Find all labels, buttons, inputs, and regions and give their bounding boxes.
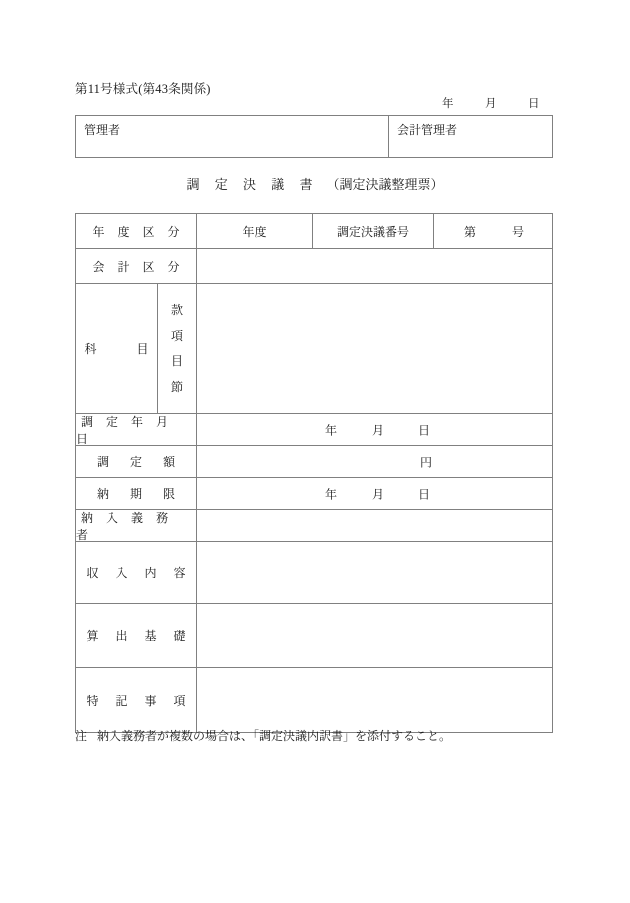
row-label-account-item	[76, 284, 157, 413]
fiscal-year-text: 年度	[242, 224, 267, 239]
row-value-revenue-details[interactable]	[197, 542, 552, 603]
table-row-payment-deadline	[76, 478, 552, 510]
form-number: 第11号様式(第43条関係)	[75, 82, 211, 96]
row-label-revenue-details: 収 入 内 容	[76, 542, 197, 603]
accounting-manager-label: 会計管理者	[397, 123, 458, 137]
footer-note	[75, 727, 451, 744]
row-value-calculation-basis[interactable]	[197, 604, 552, 667]
row-value-accounting-division[interactable]	[197, 249, 552, 283]
manager-label: 管理者	[84, 123, 121, 137]
row-label-payment-deadline: 納 期 限	[76, 478, 197, 509]
footer-note-text: 納入義務者が複数の場合は、「調定決議内訳書」を添付すること。	[97, 729, 452, 743]
accounting-manager-cell[interactable]	[388, 116, 554, 157]
table-row-assessment-amount	[76, 446, 552, 478]
payment-deadline-day: 日	[418, 487, 431, 501]
account-sub-ko: 項	[170, 328, 183, 343]
signature-table	[75, 115, 553, 158]
page-title-sub: （調定決議整理票）	[326, 177, 444, 192]
account-sub-moku: 目	[170, 354, 183, 369]
table-row-fiscal-year	[76, 214, 552, 249]
page-title-main: 調 定 決 議 書	[186, 177, 319, 192]
fiscal-year-field[interactable]	[197, 214, 312, 248]
assessment-date-year: 年	[325, 423, 338, 437]
payment-deadline-year: 年	[325, 487, 338, 501]
row-label-accounting-division: 会 計 区 分	[76, 249, 197, 283]
table-row-calculation-basis	[76, 604, 552, 668]
assessment-date-markers	[197, 414, 552, 445]
row-label-calculation-basis: 算 出 基 礎	[76, 604, 197, 667]
decision-number-label: 調定決議番号	[336, 224, 409, 239]
assessment-amount-unit-wrap	[197, 446, 552, 477]
header-date-line	[75, 95, 553, 113]
account-sub-kan: 款	[170, 302, 183, 317]
table-row-payer	[76, 510, 552, 542]
assessment-form-table	[75, 213, 553, 733]
decision-number-label-cell	[312, 214, 433, 248]
row-value-payment-deadline[interactable]	[197, 478, 552, 509]
table-row-remarks	[76, 668, 552, 732]
row-value-assessment-amount[interactable]	[197, 446, 552, 477]
assessment-amount-unit: 円	[420, 455, 433, 469]
row-label-assessment-amount: 調 定 額	[76, 446, 197, 477]
account-item-label-2: 目	[136, 342, 149, 356]
header-date-day: 日	[528, 98, 540, 110]
account-item-label-1: 科	[84, 342, 97, 356]
row-label-fiscal-year: 年 度 区 分	[76, 214, 197, 248]
table-row-assessment-date	[76, 414, 552, 446]
header-date-month: 月	[485, 98, 497, 110]
table-row-accounting-division	[76, 249, 552, 284]
row-label-remarks: 特 記 事 項	[76, 668, 197, 732]
row-label-payer: 納 入 義 務 者	[76, 510, 197, 541]
payment-deadline-markers	[197, 478, 552, 509]
row-value-assessment-date[interactable]	[197, 414, 552, 445]
header-date-year: 年	[442, 98, 454, 110]
row-label-assessment-date: 調 定 年 月 日	[76, 414, 197, 445]
row-value-remarks[interactable]	[197, 668, 552, 732]
table-row-account-item	[76, 284, 552, 414]
number-prefix: 第	[463, 224, 476, 239]
assessment-date-month: 月	[372, 423, 385, 437]
table-row-revenue-details	[76, 542, 552, 604]
account-item-subcolumn	[157, 284, 197, 413]
decision-number-field[interactable]	[433, 214, 554, 248]
footer-note-mark: 注	[75, 729, 88, 743]
payment-deadline-month: 月	[372, 487, 385, 501]
row-value-fiscal-year	[197, 214, 552, 248]
page-title	[0, 174, 630, 193]
manager-cell[interactable]	[76, 116, 388, 157]
number-suffix: 号	[512, 224, 525, 239]
account-sub-setsu: 節	[170, 380, 183, 395]
row-value-account-item[interactable]	[197, 284, 552, 413]
assessment-date-day: 日	[418, 423, 431, 437]
decision-number-inner	[464, 223, 524, 240]
row-value-payer[interactable]	[197, 510, 552, 541]
